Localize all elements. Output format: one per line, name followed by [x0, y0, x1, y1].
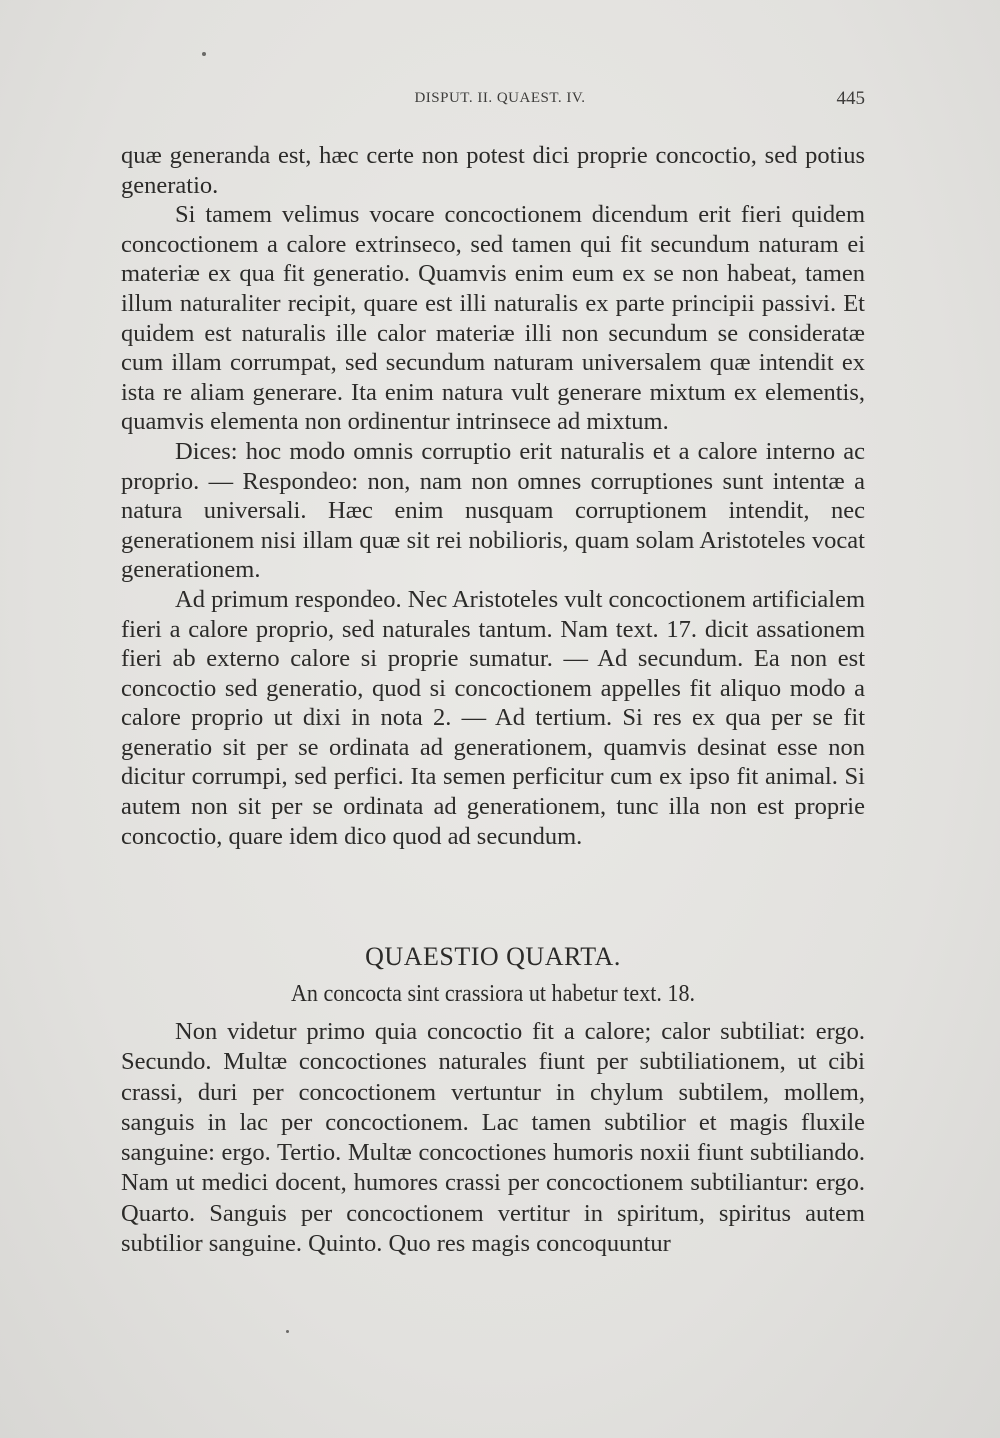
paragraph-non-videtur: Non videtur primo quia concoctio fit a calore; calor subtiliat: ergo. Secundo. Multæ concoctiones naturales fiunt per subtiliationem, ut cibi crassi, duri per concoctionem vertuntur in chylum subtilem, mollem, sanguis in lac per concoctionem. Lac tamen subtilior et magis fluxile sanguine: ergo. Tertio. Multæ concoctiones humoris noxii fiunt subtiliando. Nam ut medici docent, humores crassi per concoctionem subtiliantur: ergo. Quarto. Sanguis per concoctionem vertitur in spiritum, spiritus autem subtilior sanguine. Quinto. Quo res magis concoquuntur	[121, 1018, 865, 1258]
section-text-block	[121, 1017, 865, 1259]
paragraph-continuation: quæ generanda est, hæc certe non potest dici proprie concoctio, sed potius generatio.	[121, 142, 865, 199]
print-speck	[202, 52, 206, 56]
print-speck	[286, 1330, 289, 1333]
main-text-block	[121, 141, 865, 851]
section-heading: QUAESTIO QUARTA.	[365, 942, 621, 971]
paragraph-ad-primum: Ad primum respondeo. Nec Aristoteles vult concoctionem artificialem fieri a calore proprio, sed naturales tantum. Nam text. 17. dicit assationem fieri ab externo calore si proprie sumatur. — Ad secundum. Ea non est concoctio sed generatio, quod si concoctionem appelles fit aliquo modo a calore proprio ut dixi in nota 2. — Ad tertium. Si res ex qua per se fit generatio sit per se ordinata ad generationem, quamvis desinat esse non dicitur corrumpi, sed perfici. Ita semen perficitur cum ex ipso fit animal. Si autem non sit per se ordinata ad generationem, tunc illa non est proprie concoctio, quare idem dico quod ad secundum.	[121, 585, 865, 850]
running-title: DISPUT. II. QUAEST. IV.	[414, 90, 586, 106]
paragraph-dices: Dices: hoc modo omnis corruptio erit naturalis et a calore interno ac proprio. — Respondeo: non, nam non omnes corruptiones sunt intentæ a natura universali. Hæc enim nusquam corruptionem intendit, nec generationem nisi illam quæ sit rei nobilioris, quam solam Aristoteles vocat generationem.	[121, 437, 865, 584]
running-head	[0, 90, 1000, 114]
section-subheading: An concocta sint crassiora ut habetur text. 18.	[290, 981, 696, 1007]
page-number: 445	[836, 88, 865, 109]
paragraph-si-tamem: Si tamem velimus vocare concoctionem dicendum erit fieri quidem concoctionem a calore extrinseco, sed tamen qui fit secundum naturam ei materiæ ex qua fit generatio. Quamvis enim eum ex se non habeat, tamen illum naturaliter recipit, quare est illi naturalis ex parte principii passivi. Et quidem est naturalis ille calor materiæ illi non secundum se consideratæ cum illam corrumpat, sed secundum naturam universalem quæ intendit ex ista re aliam generare. Ita enim natura vult generare mixtum ex elementis, quamvis elementa non ordinentur intrinsece ad mixtum.	[121, 201, 865, 436]
